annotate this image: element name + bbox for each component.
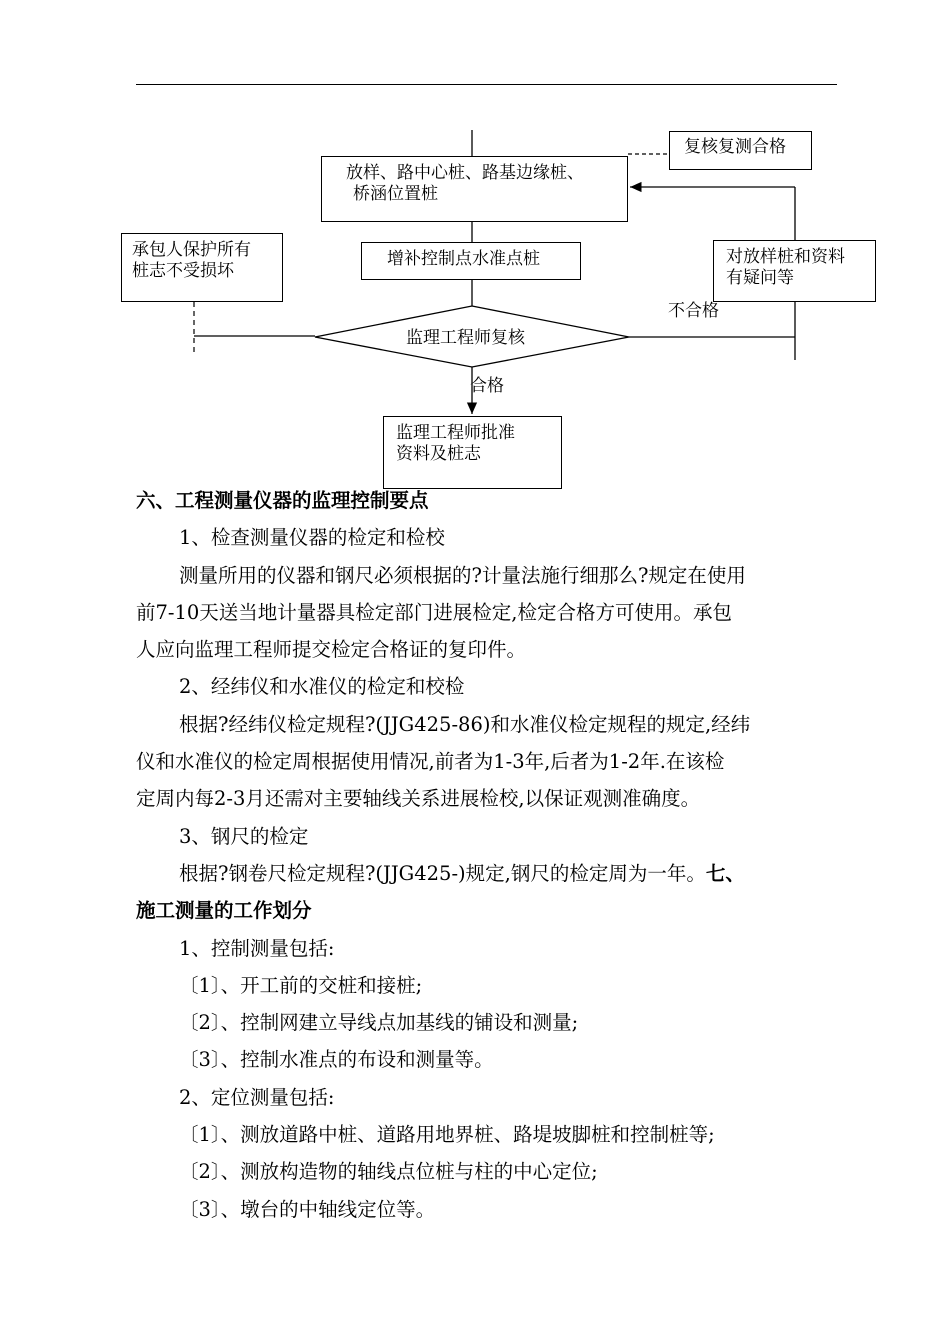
- s6-item2-body-line2: 仪和水准仪的检定周根据使用情况,前者为1-3年,后者为1-2年.在该检: [136, 750, 725, 774]
- doubt-text-line2: 有疑问等: [726, 268, 794, 288]
- s6-item1-body-line1: 测量所用的仪器和钢尺必须根据的?计量法施行细那么?规定在使用: [179, 563, 746, 587]
- s6-item3-title: 3、钢尺的检定: [179, 824, 309, 848]
- s6-item1-body-line2: 前7-10天送当地计量器具检定部门进展检定,检定合格方可使用。承包: [136, 600, 733, 624]
- doubt-text-line1: 对放样桩和资料: [726, 247, 845, 267]
- s7-item1-list-2: 〔2〕、控制网建立导线点加基线的铺设和测量;: [179, 1011, 579, 1035]
- doubt-box: [713, 240, 876, 302]
- recheck-pass-text: 复核复测合格: [684, 137, 786, 157]
- s7-item2-list-2: 〔2〕、测放构造物的轴线点位桩与柱的中心定位;: [179, 1160, 598, 1184]
- fail-label: 不合格: [668, 301, 719, 321]
- s6-item1-body-line3: 人应向监理工程师提交检定合格证的复印件。: [136, 638, 527, 662]
- recheck-pass-box: [669, 131, 812, 170]
- s7-item2-title: 2、定位测量包括:: [179, 1085, 335, 1109]
- review-diamond-text: 监理工程师复核: [406, 328, 525, 348]
- add-control-box: [361, 242, 581, 280]
- s6-item1-title: 1、检查测量仪器的检定和检校: [179, 526, 445, 550]
- approve-text-line2: 资料及桩志: [396, 444, 481, 464]
- stakeout-text-line1: 放样、路中心桩、路基边缘桩、: [346, 163, 584, 183]
- s7-item2-list-3: 〔3〕、墩台的中轴线定位等。: [179, 1197, 436, 1221]
- approve-text-line1: 监理工程师批准: [396, 423, 515, 443]
- section7-title-part2: 施工测量的工作划分: [136, 899, 312, 923]
- s6-item3-body-text: 根据?钢卷尺检定规程?(JJG425-)规定,钢尺的检定周为一年。: [179, 861, 706, 885]
- s7-item2-list-1: 〔1〕、测放道路中桩、道路用地界桩、路堤坡脚桩和控制桩等;: [179, 1123, 715, 1147]
- section7-title-part1: 七、: [705, 861, 745, 885]
- s6-item2-body-line1: 根据?经纬仪检定规程?(JJG425-86)和水准仪检定规程的规定,经纬: [179, 712, 751, 736]
- section6-title: 六、工程测量仪器的监理控制要点: [136, 489, 429, 512]
- s7-item1-list-3: 〔3〕、控制水准点的布设和测量等。: [179, 1048, 494, 1072]
- s7-item1-title: 1、控制测量包括:: [179, 936, 335, 960]
- stakeout-box: [321, 156, 628, 222]
- stakeout-text-line2: 桥涵位置桩: [353, 184, 438, 204]
- s6-item2-body-line3: 定周内每2-3月还需对主要轴线关系进展检校,以保证观测准确度。: [136, 787, 701, 811]
- pass-label: 合格: [470, 376, 504, 396]
- document-body: [136, 482, 836, 1228]
- approve-box: [383, 416, 562, 489]
- s6-item3-body: [136, 855, 836, 892]
- protect-text-line2: 桩志不受损坏: [132, 261, 234, 281]
- s6-item2-title: 2、经纬仪和水准仪的检定和校检: [179, 675, 465, 699]
- add-control-text: 增补控制点水准点桩: [387, 249, 540, 269]
- s7-item1-list-1: 〔1〕、开工前的交桩和接桩;: [179, 973, 423, 997]
- protect-text-line1: 承包人保护所有: [132, 240, 251, 260]
- protect-box: [121, 233, 283, 302]
